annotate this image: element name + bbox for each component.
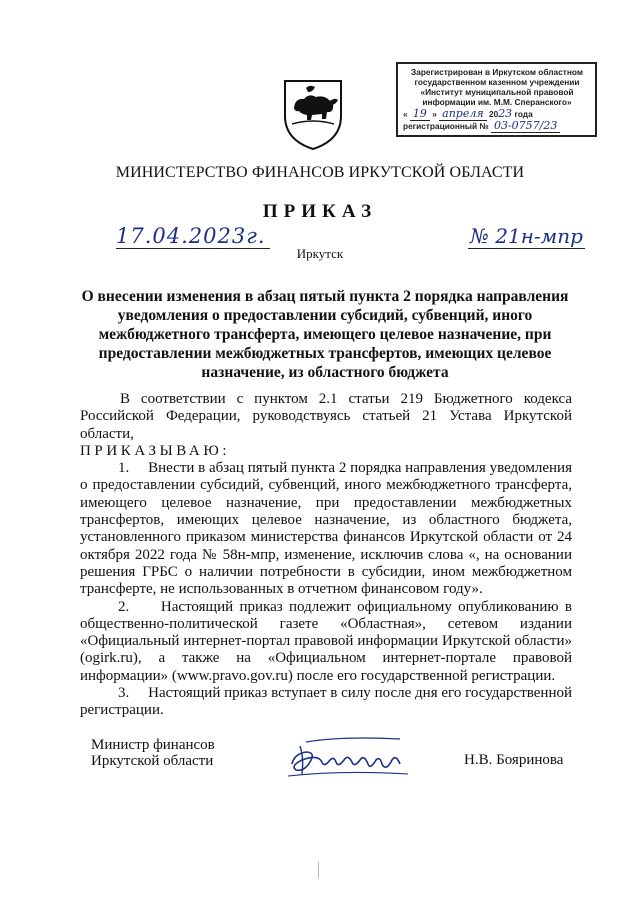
stamp-line: государственном казенном учреждении	[414, 77, 580, 87]
stamp-line: Зарегистрирован в Иркутском областном	[411, 67, 583, 77]
order-number: № 21н-мпр	[470, 224, 583, 248]
stamp-day: 19	[410, 107, 430, 121]
handwritten-signature	[282, 730, 422, 782]
signatory-title-line: Министр финансов	[91, 737, 215, 753]
signatory-name: Н.В. Бояринова	[464, 752, 564, 768]
stamp-date-row: « 19 » апреля 2023 года	[403, 107, 533, 120]
stamp-reg-number: 03-0757/23	[491, 119, 560, 133]
scan-artifact	[318, 862, 319, 878]
order-item-2: 2. Настоящий приказ подлежит официальному опубликованию в общественно-политической газете «Областная», сетевом издании «Официальный интернет-портал правовой информации Иркутской области» (ogirk.ru), а также на «Официальном интернет-портале правовой информации» (www.pravo.gov.ru) после его государственной регистрации.	[80, 598, 572, 684]
order-item-1: 1. Внести в абзац пятый пункта 2 порядка направления уведомления о предоставлении субсидий, субвенций, иного межбюджетного трансферта, имеющего целевое назначение, при предоставлении межбюджетных трансфертов, имеющих целевое назначение, из областного бюджета, установленного приказом министерства финансов Иркутской области от 24 октября 2022 года № 58н-мпр, изменение, исключив слова «, на основании решения ГРБС о наличии потребности в субсидии, ином межбюджетном трансферте, не использованных в отчетном финансовом году».	[80, 460, 572, 598]
city-name: Иркутск	[296, 246, 344, 261]
order-heading: О внесении изменения в абзац пятый пункта 2 порядка направления уведомления о предоставлении субсидий, субвенций, иного межбюджетного трансферта, имеющего целевое назначение, при предоставлении межбюджетных трансфертов, имеющих целевое назначение, из областного бюджета	[81, 288, 569, 381]
registration-stamp	[396, 62, 597, 137]
order-date: 17.04.2023г.	[116, 224, 270, 249]
stamp-number-row	[403, 121, 591, 131]
signatory-title	[91, 737, 215, 769]
stamp-line: «Институт муниципальной правовой	[420, 87, 574, 97]
stamp-month: апреля	[439, 107, 486, 121]
stamp-reg-label: регистрационный №	[403, 121, 489, 131]
stamp-year-suffix: 23	[498, 107, 513, 120]
stamp-line: информации им. М.М. Сперанского»	[422, 97, 572, 107]
order-item-3: 3. Настоящий приказ вступает в силу после дня его государственной регистрации.	[80, 685, 572, 719]
preamble-paragraph: В соответствии с пунктом 2.1 статьи 219 Бюджетного кодекса Российской Федерации, руководствуясь статьей 21 Устава Иркутской области,	[80, 391, 572, 442]
stamp-year-prefix: 20	[488, 109, 499, 119]
coat-of-arms-emblem	[282, 78, 344, 152]
stamp-year-word: года	[514, 109, 533, 119]
ministry-name: МИНИСТЕРСТВО ФИНАНСОВ ИРКУТСКОЙ ОБЛАСТИ	[115, 164, 525, 181]
document-type-title: ПРИКАЗ	[262, 201, 378, 222]
order-word: ПРИКАЗЫВАЮ:	[80, 442, 231, 459]
order-body	[80, 391, 572, 720]
signatory-title-line: Иркутской области	[91, 753, 214, 769]
